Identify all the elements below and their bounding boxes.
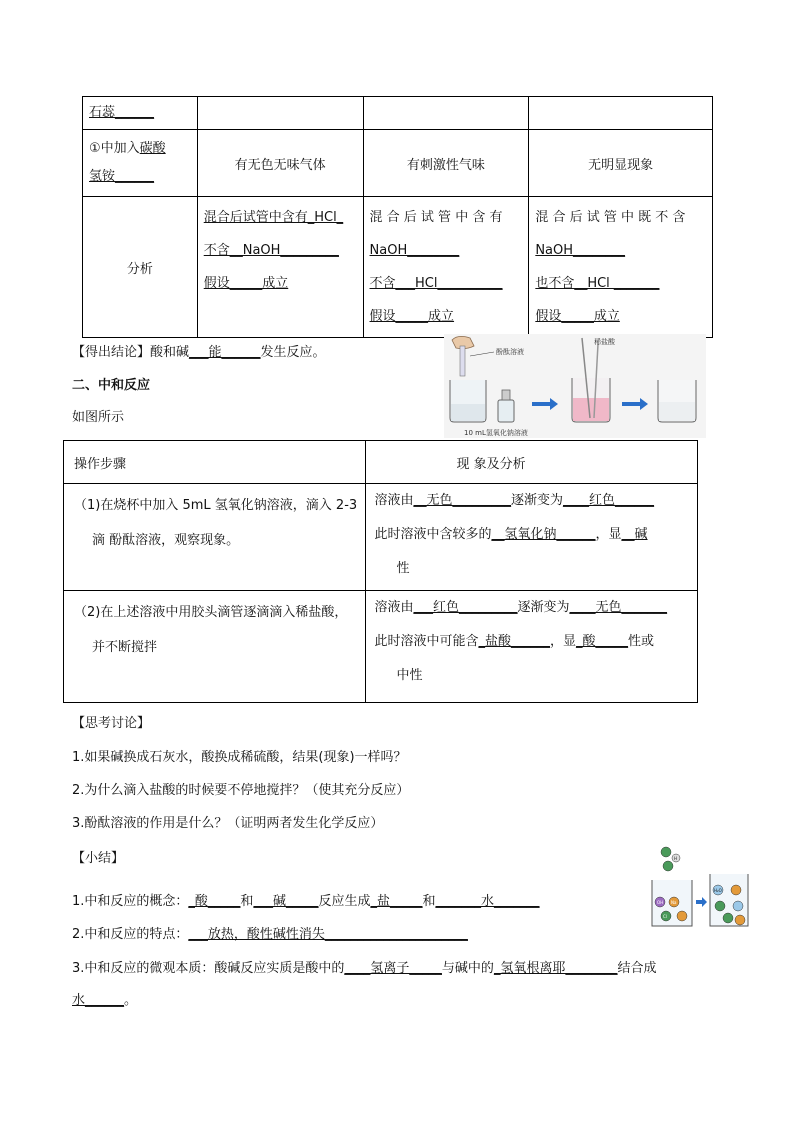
discussion-q1: 1.如果碱换成石灰水，酸换成稀硫酸，结果(现象)一样吗？ <box>72 750 407 765</box>
reaction-table <box>82 96 713 338</box>
cell-observation-1: 有无色无味气体 <box>197 130 363 197</box>
label-phenolphthalein: 酚酞溶液 <box>496 348 524 356</box>
label-dilute-hcl: 稀盐酸 <box>594 338 615 346</box>
cell-observation-2: 有刺激性气味 <box>363 130 529 197</box>
cell-observation-3: 无明显现象 <box>529 130 713 197</box>
table-row <box>64 484 698 591</box>
table-row <box>83 197 713 338</box>
step-2: （2)在上述溶液中用胶头滴管逐滴滴入稀盐酸， 并不断搅拌 <box>64 591 366 703</box>
cell-analysis-2: 混 合 后 试 管 中 含 有 NaOH________ 不含___HCl__________ 假设_____成立 <box>363 197 529 338</box>
summary-line-3: 3.中和反应的微观本质：酸碱反应实质是酸中的____氢离子_____与碱中的_氢氧根离耶________结合成 <box>72 961 657 976</box>
svg-text:H: H <box>674 856 678 861</box>
discussion-q3: 3.酚酞溶液的作用是什么？（证明两者发生化学反应） <box>72 816 384 831</box>
summary-label: 【小结】 <box>72 851 125 866</box>
summary-line-2: 2.中和反应的特点：___放热，酸性碱性消失______________________ <box>72 927 468 942</box>
table-row <box>64 591 698 703</box>
ion-figure <box>648 840 750 932</box>
label-naoh: 10 mL氢氧化钠溶液 <box>464 429 528 437</box>
step-1: （1)在烧杯中加入 5mL 氢氧化钠溶液，滴入 2-3 滴 酚酞溶液，观察现象。 <box>64 484 366 591</box>
svg-text:OH: OH <box>657 900 664 905</box>
svg-text:Na: Na <box>671 900 677 905</box>
section-intro: 如图所示 <box>72 410 125 425</box>
header-observation: 现 象及分析 <box>366 441 698 484</box>
summary-line-4: 水______。 <box>72 993 138 1008</box>
neutralization-table <box>63 440 698 703</box>
discussion-label: 【思考讨论】 <box>72 716 151 731</box>
cell-add: ①中加入碳酸 氢铵______ <box>83 130 198 197</box>
cell-litmus: 石蕊______ <box>83 97 198 130</box>
cell-analysis-1: 混合后试管中含有_HCl_ 不含__NaOH_________ 假设_____成立 <box>197 197 363 338</box>
header-steps: 操作步骤 <box>64 441 366 484</box>
cell-analysis-label: 分析 <box>83 197 198 338</box>
summary-line-1: 1.中和反应的概念：_酸_____和___碱_____反应生成_盐_____和_______水_______ <box>72 894 540 909</box>
conclusion-line: 【得出结论】酸和碱___能______发生反应。 <box>72 345 326 360</box>
observation-2: 溶液由___红色_________逐渐变为____无色_______ 此时溶液中可能含_盐酸______，显_酸_____性或 中性 <box>366 591 698 703</box>
discussion-q2: 2.为什么滴入盐酸的时候要不停地搅拌？（使其充分反应） <box>72 783 410 798</box>
observation-1: 溶液由__无色_________逐渐变为____红色______ 此时溶液中含较多的__氢氧化钠______，显__碱 性 <box>366 484 698 591</box>
table-header-row <box>64 441 698 484</box>
arrow-right-icon <box>696 897 707 907</box>
svg-text:Cl: Cl <box>663 914 667 919</box>
svg-text:H₂O: H₂O <box>714 888 722 893</box>
table-row <box>83 97 713 130</box>
table-row <box>83 130 713 197</box>
cell-analysis-3: 混 合 后 试 管 中 既 不 含 NaOH________ 也不含__HCl _______ 假设_____成立 <box>529 197 713 338</box>
experiment-figure <box>444 334 706 438</box>
section-heading: 二、中和反应 <box>72 378 151 393</box>
